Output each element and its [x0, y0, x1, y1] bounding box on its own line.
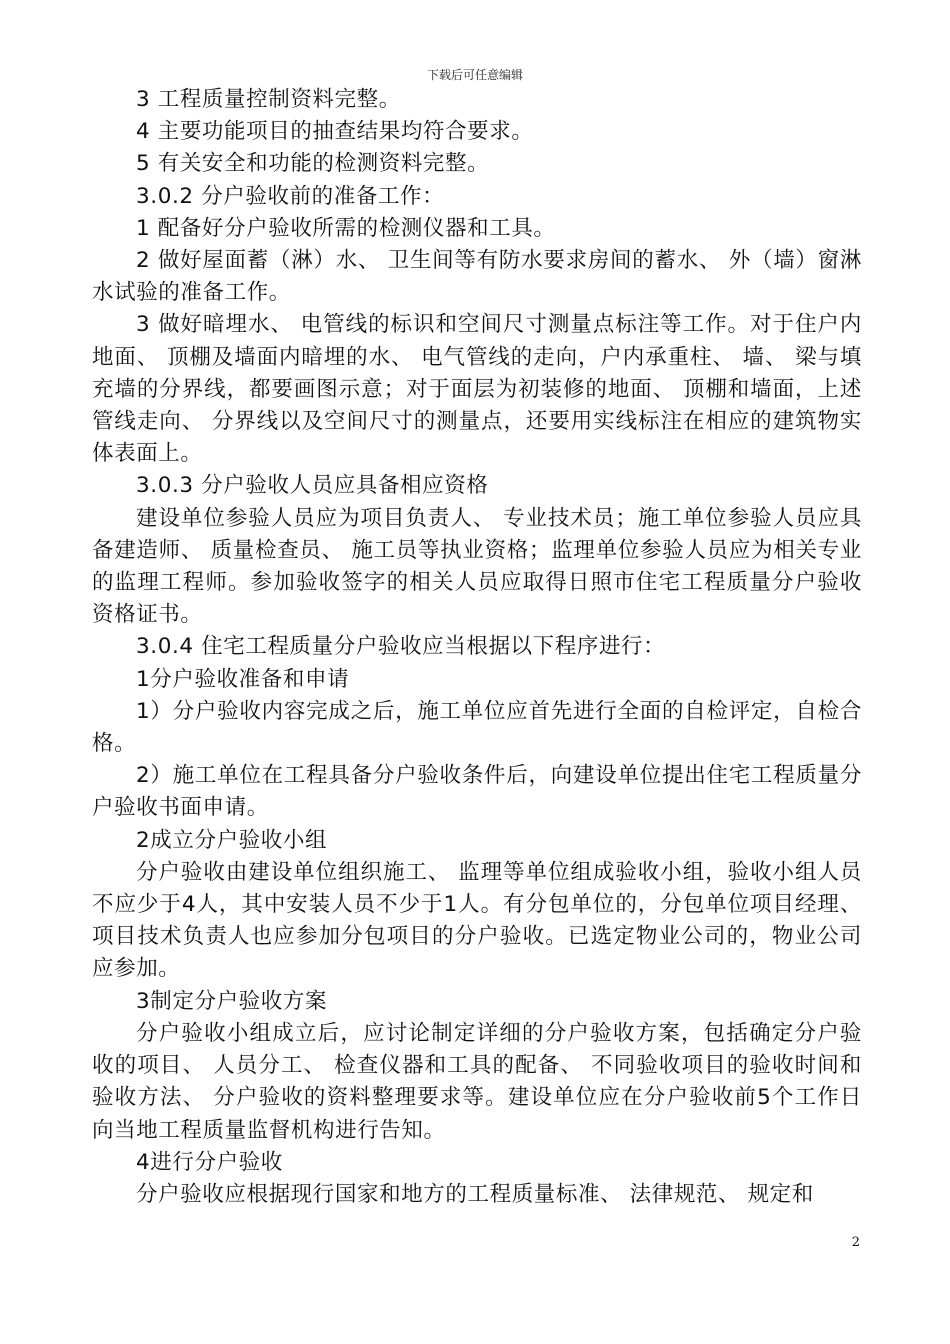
- paragraph: 建设单位参验人员应为项目负责人、 专业技术员；施工单位参验人员应具备建造师、 质量检查员、 施工员等执业资格；监理单位参验人员应为相关专业的监理工程师。参加验收签字的相关人员应取得日照市住宅工程质量分户验收资格证书。: [92, 505, 862, 628]
- paragraph: 2）施工单位在工程具备分户验收条件后，向建设单位提出住宅工程质量分户验收书面申请。: [92, 763, 862, 821]
- step-heading: 2成立分户验收小组: [136, 827, 328, 853]
- paragraph: 分户验收小组成立后，应讨论制定详细的分户验收方案，包括确定分户验收的项目、 人员分工、 检查仪器和工具的配备、 不同验收项目的验收时间和验收方法、 分户验收的资料整理要求等。建设单位应在分户验收前5个工作日向当地工程质量监督机构进行告知。: [92, 1020, 862, 1143]
- section-heading: 3.0.2 分户验收前的准备工作：: [136, 183, 445, 209]
- paragraph: 2 做好屋面蓄（淋）水、 卫生间等有防水要求房间的蓄水、 外（墙）窗淋水试验的准备工作。: [92, 248, 862, 306]
- paragraph: 1）分户验收内容完成之后，施工单位应首先进行全面的自检评定，自检合格。: [92, 698, 862, 757]
- paragraph: 3 做好暗埋水、 电管线的标识和空间尺寸测量点标注等工作。对于住户内地面、 顶棚及墙面内暗埋的水、 电气管线的走向，户内承重柱、 墙、 梁与填充墙的分界线，都要画图示意；对于面层为初装修的地面、 顶棚和墙面，上述管线走向、 分界线以及空间尺寸的测量点，还要用实线标注在相应的建筑物实体表面上。: [92, 312, 862, 467]
- step-heading: 1分户验收准备和申请: [136, 666, 350, 692]
- section-heading: 3.0.4 住宅工程质量分户验收应当根据以下程序进行：: [136, 634, 666, 660]
- paragraph: 分户验收应根据现行国家和地方的工程质量标准、 法律规范、 规定和: [136, 1181, 814, 1207]
- page-header: 下载后可任意编辑: [426, 68, 523, 82]
- paragraph: 3 工程质量控制资料完整。: [136, 87, 401, 112]
- step-heading: 3制定分户验收方案: [136, 988, 328, 1014]
- paragraph: 5 有关安全和功能的检测资料完整。: [136, 151, 490, 177]
- section-heading: 3.0.3 分户验收人员应具备相应资格: [136, 473, 489, 499]
- paragraph: 1 配备好分户验收所需的检测仪器和工具。: [136, 215, 556, 241]
- body-text: [92, 84, 862, 1211]
- page-number: 2: [851, 1235, 860, 1250]
- step-heading: 4进行分户验收: [136, 1149, 283, 1175]
- paragraph: 4 主要功能项目的抽查结果均符合要求。: [136, 119, 534, 145]
- paragraph: 分户验收由建设单位组织施工、 监理等单位组成验收小组，验收小组人员不应少于4人，其中安装人员不少于1人。有分包单位的，分包单位项目经理、 项目技术负责人也应参加分包项目的分户验收。已选定物业公司的，物业公司应参加。: [92, 859, 862, 982]
